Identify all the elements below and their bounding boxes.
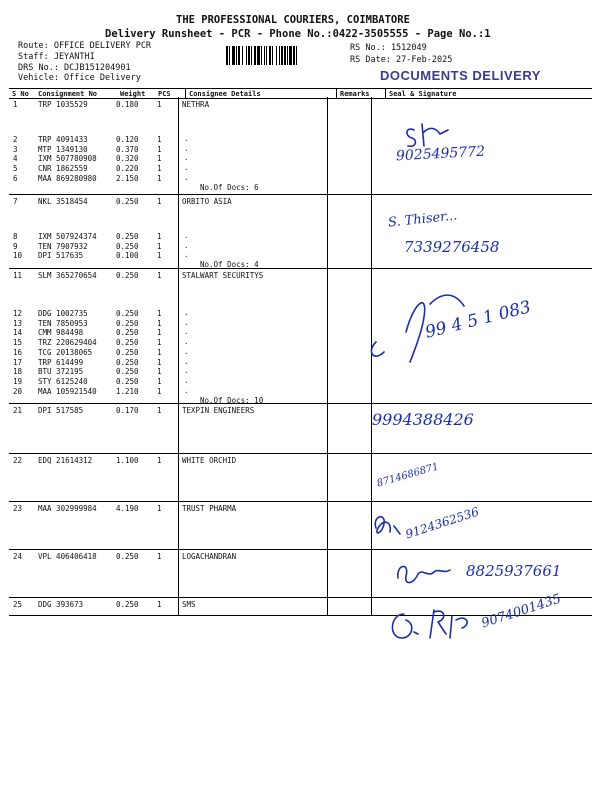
signature-trust-pharma [370,508,410,542]
handwritten-phone-7: 8825937661 [466,562,562,580]
col-sno: S No [9,89,35,99]
row-consignment-no: TRZ 220629404 [38,338,97,348]
row-sno: 8 [13,232,18,241]
row-consignment-no: DPI 517635 [38,251,84,261]
docs-count-note: No.Of Docs: 6 [200,182,259,192]
row-consignment-no: TEN 7907932 [38,241,88,251]
row-consignee: LOGACHANDRAN [182,552,237,561]
row-sno: 18 [13,367,23,377]
divider-consignee [178,97,179,615]
row-consignment-no: NKL 3518454 [38,197,88,206]
row-sno: 14 [13,328,23,338]
row-weight: 0.250 [116,309,139,318]
row-consignment-no: STY 6125240 [38,376,88,386]
row-consignee-dot: . [184,366,189,376]
row-consignee: NETHRA [182,100,210,109]
row-consignee-dot: . [184,337,189,347]
row-weight: 0.250 [116,232,139,241]
row-weight: 0.250 [116,376,139,386]
route: Route: OFFICE DELIVERY PCR [18,41,152,51]
row-weight: 0.250 [116,328,139,338]
row-consignment-no: DDG 393673 [38,600,84,609]
row-consignee-dot: . [184,163,189,173]
col-consignee: Consignee Details [186,89,337,99]
row-sno: 21 [13,406,23,415]
signature-sms [386,604,486,646]
row-pcs: 1 [157,100,162,109]
row-pcs: 1 [157,504,162,513]
row-consignment-no: IXM 507924374 [38,232,97,241]
row-weight: 0.370 [116,144,139,154]
row-consignment-no: MAA 302999984 [38,504,97,513]
documents-delivery-stamp: DOCUMENTS DELIVERY [380,68,541,83]
rs-no: RS No.: 1512049 [350,43,427,53]
row-weight: 4.190 [116,504,139,513]
row-pcs: 1 [157,338,162,348]
row-consignee: TRUST PHARMA [182,504,237,513]
handwritten-phone-8: 9074001435 [479,591,564,632]
row-sno: 24 [13,552,23,561]
row-consignment-no: TCG 20138065 [38,347,93,357]
row-weight: 1.210 [116,386,139,396]
row-consignee-dot: . [184,231,189,240]
row-sno: 23 [13,504,23,513]
row-pcs: 1 [157,367,162,377]
row-sno: 2 [13,135,18,144]
row-weight: 0.250 [116,600,139,609]
col-seal: Seal & Signature [386,89,593,99]
row-consignment-no: VPL 406406418 [38,552,97,561]
row-consignee-dot: . [184,134,189,143]
row-consignment-no: DPI 517585 [38,406,84,415]
company-title: THE PROFESSIONAL COURIERS, COIMBATORE [176,14,410,26]
row-weight: 0.220 [116,164,139,174]
row-consignment-no: MAA 869280980 [38,173,97,183]
handwritten-phone-2: 7339276458 [404,238,500,256]
col-consignment: Consignment No [35,89,117,99]
row-pcs: 1 [157,241,162,251]
row-weight: 0.100 [116,251,139,261]
col-remarks: Remarks [337,89,386,99]
row-sno: 7 [13,197,18,206]
row-consignee-dot: . [184,346,189,356]
row-pcs: 1 [157,173,162,183]
row-pcs: 1 [157,164,162,174]
row-weight: 2.150 [116,173,139,183]
row-sno: 17 [13,357,23,367]
row-consignment-no: TRP 614499 [38,357,84,367]
row-consignment-no: TEN 7850953 [38,318,88,328]
row-sno: 13 [13,318,23,328]
row-weight: 0.170 [116,406,139,415]
divider-remarks [327,97,328,615]
row-divider [9,194,592,195]
col-weight: Weight [117,89,155,99]
row-sno: 15 [13,338,23,348]
row-consignee-dot: . [184,240,189,250]
row-consignment-no: MTP 1349130 [38,144,88,154]
row-weight: 0.250 [116,241,139,251]
row-sno: 3 [13,144,18,154]
row-weight: 0.120 [116,135,139,144]
row-weight: 0.250 [116,197,139,206]
runsheet-header-row [9,88,592,99]
row-consignee: SMS [182,600,196,609]
row-sno: 5 [13,164,18,174]
row-divider [9,403,592,404]
row-consignment-no: MAA 105921540 [38,386,97,396]
row-consignment-no: BTU 372195 [38,367,84,377]
row-pcs: 1 [157,376,162,386]
row-pcs: 1 [157,600,162,609]
handwritten-name-2: S. Thiser... [387,208,459,231]
row-divider [9,453,592,454]
row-divider [9,597,592,598]
row-pcs: 1 [157,251,162,261]
row-divider [9,268,592,269]
row-weight: 0.180 [116,100,139,109]
row-sno: 11 [13,271,23,280]
row-sno: 4 [13,154,18,164]
row-pcs: 1 [157,357,162,367]
row-consignee-dot: . [184,143,189,153]
col-pcs: PCS [155,89,186,99]
row-weight: 0.250 [116,271,139,280]
row-consignee: ORBITO ASIA [182,197,232,206]
row-consignment-no: TRP 1035529 [38,100,88,109]
row-consignee: TEXPIN ENGINEERS [182,406,255,415]
row-sno: 9 [13,241,18,251]
handwritten-phone-5: 8714686871 [375,461,440,490]
row-consignment-no: CNR 1862559 [38,164,88,174]
docs-count-note: No.Of Docs: 10 [200,395,264,405]
row-pcs: 1 [157,386,162,396]
row-weight: 0.320 [116,154,139,164]
row-consignee-dot: . [184,153,189,163]
row-weight: 1.100 [116,456,139,465]
row-pcs: 1 [157,456,162,465]
row-pcs: 1 [157,406,162,415]
row-sno: 10 [13,251,23,261]
row-consignee-dot: . [184,308,189,317]
vehicle: Vehicle: Office Delivery [18,73,141,83]
row-consignment-no: CMM 984498 [38,328,84,338]
row-pcs: 1 [157,328,162,338]
signature-logachandran [394,560,454,588]
row-pcs: 1 [157,347,162,357]
handwritten-phone-6: 9124362536 [403,504,481,542]
row-weight: 0.250 [116,318,139,328]
row-weight: 0.250 [116,367,139,377]
row-consignment-no: EDQ 21614312 [38,456,93,465]
row-pcs: 1 [157,135,162,144]
row-consignee: STALWART SECURITYS [182,271,264,280]
row-consignment-no: SLM 365270654 [38,271,97,280]
row-consignee-dot: . [184,317,189,327]
row-sno: 6 [13,173,18,183]
row-sno: 12 [13,309,23,318]
row-divider [9,501,592,502]
runsheet-title: Delivery Runsheet - PCR - Phone No.:0422-3505555 - Page No.:1 [105,28,491,40]
row-pcs: 1 [157,309,162,318]
handwritten-phone-4: 9994388426 [372,410,474,429]
row-pcs: 1 [157,318,162,328]
row-consignee-dot: . [184,172,189,182]
row-sno: 1 [13,100,18,109]
row-pcs: 1 [157,552,162,561]
row-consignee-dot: . [184,250,189,260]
docs-count-note: No.Of Docs: 4 [200,260,259,270]
row-consignee: WHITE ORCHID [182,456,237,465]
row-sno: 25 [13,600,23,609]
rs-date: RS Date: 27-Feb-2025 [350,55,453,65]
row-consignee-dot: . [184,356,189,366]
row-consignment-no: IXM 507780908 [38,154,97,164]
row-weight: 0.250 [116,338,139,348]
row-pcs: 1 [157,144,162,154]
row-sno: 22 [13,456,23,465]
row-weight: 0.250 [116,552,139,561]
row-sno: 19 [13,376,23,386]
handwritten-number-3: 99 4 5 1 083 [423,297,533,343]
drs-no: DRS No.: DCJB151204901 [18,63,131,73]
row-weight: 0.250 [116,347,139,357]
row-pcs: 1 [157,271,162,280]
row-divider [9,549,592,550]
row-consignee-dot: . [184,385,189,395]
row-sno: 16 [13,347,23,357]
row-pcs: 1 [157,232,162,241]
row-consignment-no: TRP 4091433 [38,135,88,144]
row-pcs: 1 [157,154,162,164]
row-pcs: 1 [157,197,162,206]
row-weight: 0.250 [116,357,139,367]
handwritten-phone-1: 9025495772 [395,143,486,165]
row-consignment-no: DDG 1002735 [38,309,88,318]
staff: Staff: JEYANTHI [18,52,95,62]
row-consignee-dot: . [184,327,189,337]
row-sno: 20 [13,386,23,396]
row-consignee-dot: . [184,375,189,385]
barcode [226,46,342,65]
